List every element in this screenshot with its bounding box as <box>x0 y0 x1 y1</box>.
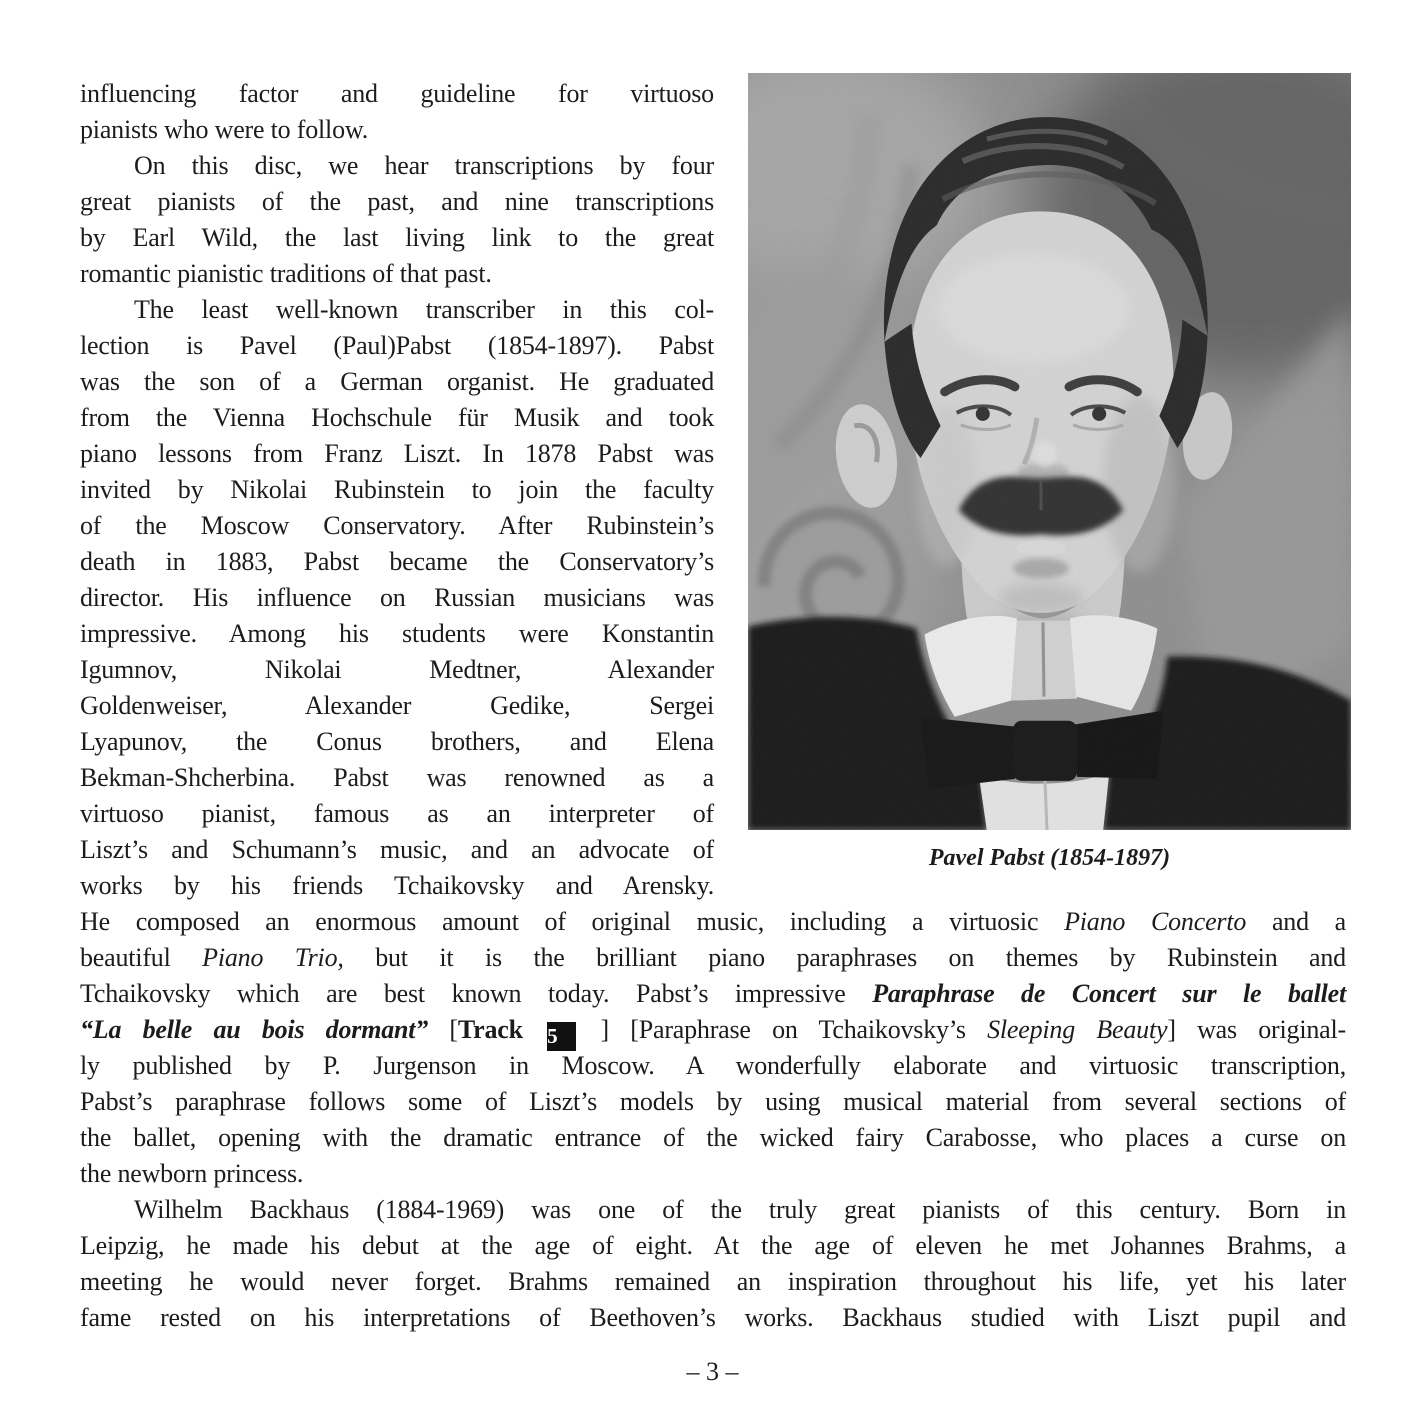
text-line <box>80 868 714 904</box>
text-segment: meeting he would never forget. Brahms remained an inspiration throughout his life, yet his later <box>80 1267 1346 1296</box>
text-line <box>80 364 714 400</box>
text-segment: invited by Nikolai Rubinstein to join the faculty <box>80 475 714 504</box>
left-column-text <box>80 76 714 904</box>
text-segment: Lyapunov, the Conus brothers, and Elena <box>80 727 714 756</box>
text-line <box>80 616 714 652</box>
text-segment: Pabst’s paraphrase follows some of Liszt’s models by using musical material from several sections of <box>80 1087 1346 1116</box>
text-segment: Piano Concerto <box>1064 907 1247 936</box>
text-segment: ] was original- <box>1167 1015 1346 1044</box>
text-segment: director. His influence on Russian musicians was <box>80 583 714 612</box>
text-segment: Piano Trio, <box>202 943 344 972</box>
text-segment: impressive. Among his students were Konstantin <box>80 619 714 648</box>
text-line <box>80 1120 1346 1156</box>
text-line <box>80 904 1346 940</box>
portrait-image <box>748 73 1351 830</box>
text-segment: Wilhelm Backhaus (1884-1969) was one of the truly great pianists of this century. Born in <box>134 1195 1346 1224</box>
text-segment: lection is Pavel (Paul)Pabst (1854-1897). Pabst <box>80 331 714 360</box>
photo-caption: Pavel Pabst (1854-1897) <box>928 845 1171 871</box>
text-segment: [ <box>428 1015 458 1044</box>
text-segment: Liszt’s and Schumann’s music, and an advocate of <box>80 835 714 864</box>
text-segment: Sleeping Beauty <box>987 1015 1168 1044</box>
text-segment: pianists who were to follow. <box>80 115 369 144</box>
text-segment: great pianists of the past, and nine transcriptions <box>80 187 714 216</box>
text-line <box>80 1048 1346 1084</box>
text-line <box>80 148 714 184</box>
text-segment: works by his friends Tchaikovsky and Arensky. <box>80 871 714 900</box>
text-line <box>80 1156 1346 1192</box>
text-segment: virtuoso pianist, famous as an interpreter of <box>80 799 714 828</box>
text-segment: Leipzig, he made his debut at the age of eight. At the age of eleven he met Johannes Brahms, a <box>80 1231 1346 1260</box>
full-width-text <box>80 904 1346 1336</box>
text-line <box>80 652 714 688</box>
text-line <box>80 508 714 544</box>
text-segment: and a <box>1246 907 1347 936</box>
text-line <box>80 976 1346 1012</box>
text-segment: of the Moscow Conservatory. After Rubinstein’s <box>80 511 714 540</box>
text-line <box>80 184 714 220</box>
text-segment: but it is the brilliant piano paraphrases on themes by Rubinstein and <box>343 943 1346 972</box>
text-line <box>80 688 714 724</box>
text-segment: by Earl Wild, the last living link to the great <box>80 223 714 252</box>
page-number: – 3 – <box>686 1357 739 1386</box>
text-line <box>80 760 714 796</box>
text-segment: He composed an enormous amount of original music, including a virtuosic <box>80 907 1065 936</box>
text-line <box>80 328 714 364</box>
text-line <box>80 832 714 868</box>
text-line <box>80 544 714 580</box>
text-line <box>80 220 714 256</box>
text-segment: fame rested on his interpretations of Beethoven’s works. Backhaus studied with Liszt pupil and <box>80 1303 1346 1332</box>
text-segment: “La belle au bois dormant” <box>80 1015 429 1044</box>
text-segment: Bekman-Shcherbina. Pabst was renowned as a <box>80 763 714 792</box>
text-segment: Tchaikovsky which are best known today. Pabst’s impressive <box>80 979 873 1008</box>
text-segment: Track <box>457 1015 545 1044</box>
text-line <box>80 724 714 760</box>
text-line <box>80 472 714 508</box>
text-line <box>80 1300 1346 1336</box>
text-line <box>80 940 1346 976</box>
text-line <box>80 1228 1346 1264</box>
text-line <box>80 436 714 472</box>
text-segment: influencing factor and guideline for virtuoso <box>80 79 714 108</box>
text-segment: death in 1883, Pabst became the Conservatory’s <box>80 547 714 576</box>
text-line <box>80 256 714 292</box>
text-line <box>80 580 714 616</box>
text-segment: ] [Paraphrase on Tchaikovsky’s <box>579 1015 988 1044</box>
text-line <box>80 796 714 832</box>
text-segment: beautiful <box>80 943 203 972</box>
text-segment: Igumnov, Nikolai Medtner, Alexander <box>80 655 714 684</box>
text-line <box>80 400 714 436</box>
text-segment: On this disc, we hear transcriptions by four <box>134 151 714 180</box>
text-line <box>80 76 714 112</box>
text-line <box>80 1012 1346 1048</box>
text-line <box>80 1264 1346 1300</box>
portrait-figure <box>748 73 1351 872</box>
text-segment: ly published by P. Jurgenson in Moscow. A wonderfully elaborate and virtuosic transcription, <box>80 1051 1346 1080</box>
text-segment: was the son of a German organist. He graduated <box>80 367 714 396</box>
text-segment: the newborn princess. <box>80 1159 304 1188</box>
text-segment: romantic pianistic traditions of that past. <box>80 259 492 288</box>
text-line <box>80 112 714 148</box>
text-segment: Paraphrase de Concert sur le ballet <box>872 979 1347 1008</box>
text-segment: the ballet, opening with the dramatic entrance of the wicked fairy Carabosse, who places a curse on <box>80 1123 1346 1152</box>
text-line <box>80 1084 1346 1120</box>
text-segment: from the Vienna Hochschule für Musik and took <box>80 403 714 432</box>
text-segment: Goldenweiser, Alexander Gedike, Sergei <box>80 691 714 720</box>
text-segment: The least well-known transcriber in this col- <box>134 295 714 324</box>
text-segment: piano lessons from Franz Liszt. In 1878 Pabst was <box>80 439 714 468</box>
text-line <box>80 1192 1346 1228</box>
text-line <box>80 292 714 328</box>
track-number-badge: 5 <box>547 1022 576 1051</box>
